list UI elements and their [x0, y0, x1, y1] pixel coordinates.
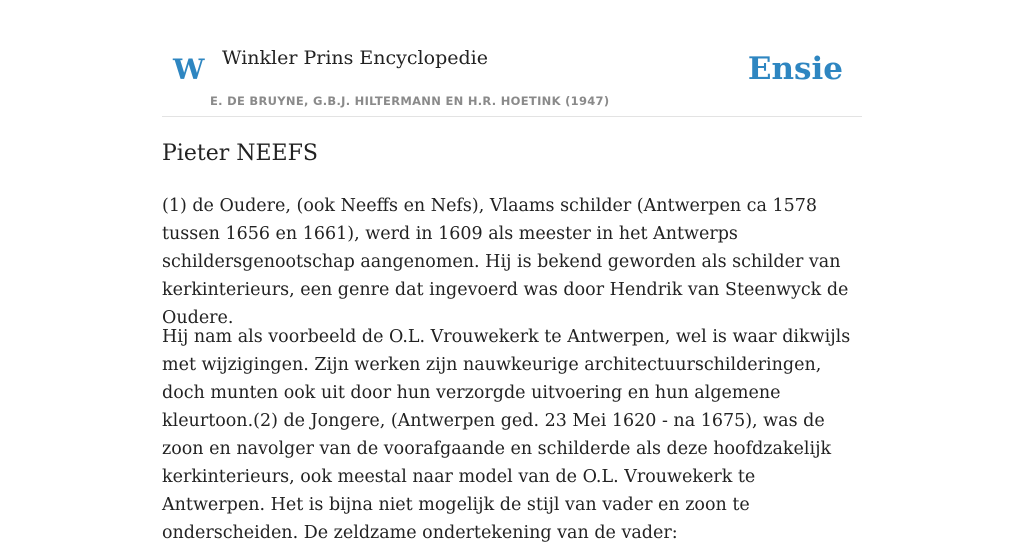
entry-title: Pieter NEEFS: [162, 141, 318, 166]
entry-paragraph-1: (1) de Oudere, (ook Neeffs en Nefs), Vlaams schilder (Antwerpen ca 1578 tussen 1656 en 1661), werd in 1609 als meester in het Antwerps schildersgenootschap aangenomen. Hij is bekend geworden als schilder van kerkinterieurs, een genre dat ingevoerd was door Hendrik van Steenwyck de Oudere.: [162, 196, 849, 328]
source-authors: E. DE BRUYNE, G.B.J. HILTERMANN EN H.R. HOETINK (1947): [210, 94, 610, 108]
source-logo-w: W: [173, 53, 205, 86]
source-header: [162, 0, 862, 117]
ensie-logo-link[interactable]: Ensie: [747, 51, 843, 87]
source-title[interactable]: Winkler Prins Encyclopedie: [222, 47, 488, 69]
page-content: [162, 0, 862, 543]
entry-paragraph-2: Hij nam als voorbeeld de O.L. Vrouwekerk te Antwerpen, wel is waar dikwijls met wijzigingen. Zijn werken zijn nauwkeurige architectuurschilderingen, doch munten ook uit door hun verzorgde uitvoering en hun algemene kleurtoon.(2) de Jongere, (Antwerpen ged. 23 Mei 1620 - na 1675), was de zoon en navolger van de voorafgaande en schilderde als deze hoofdzakelijk kerkinterieurs, ook meestal naar model van de O.L. Vrouwekerk te Antwerpen. Het is bijna niet mogelijk de stijl van vader en zoon te onderscheiden. De zeldzame ondertekening van de vader:: [162, 327, 851, 543]
